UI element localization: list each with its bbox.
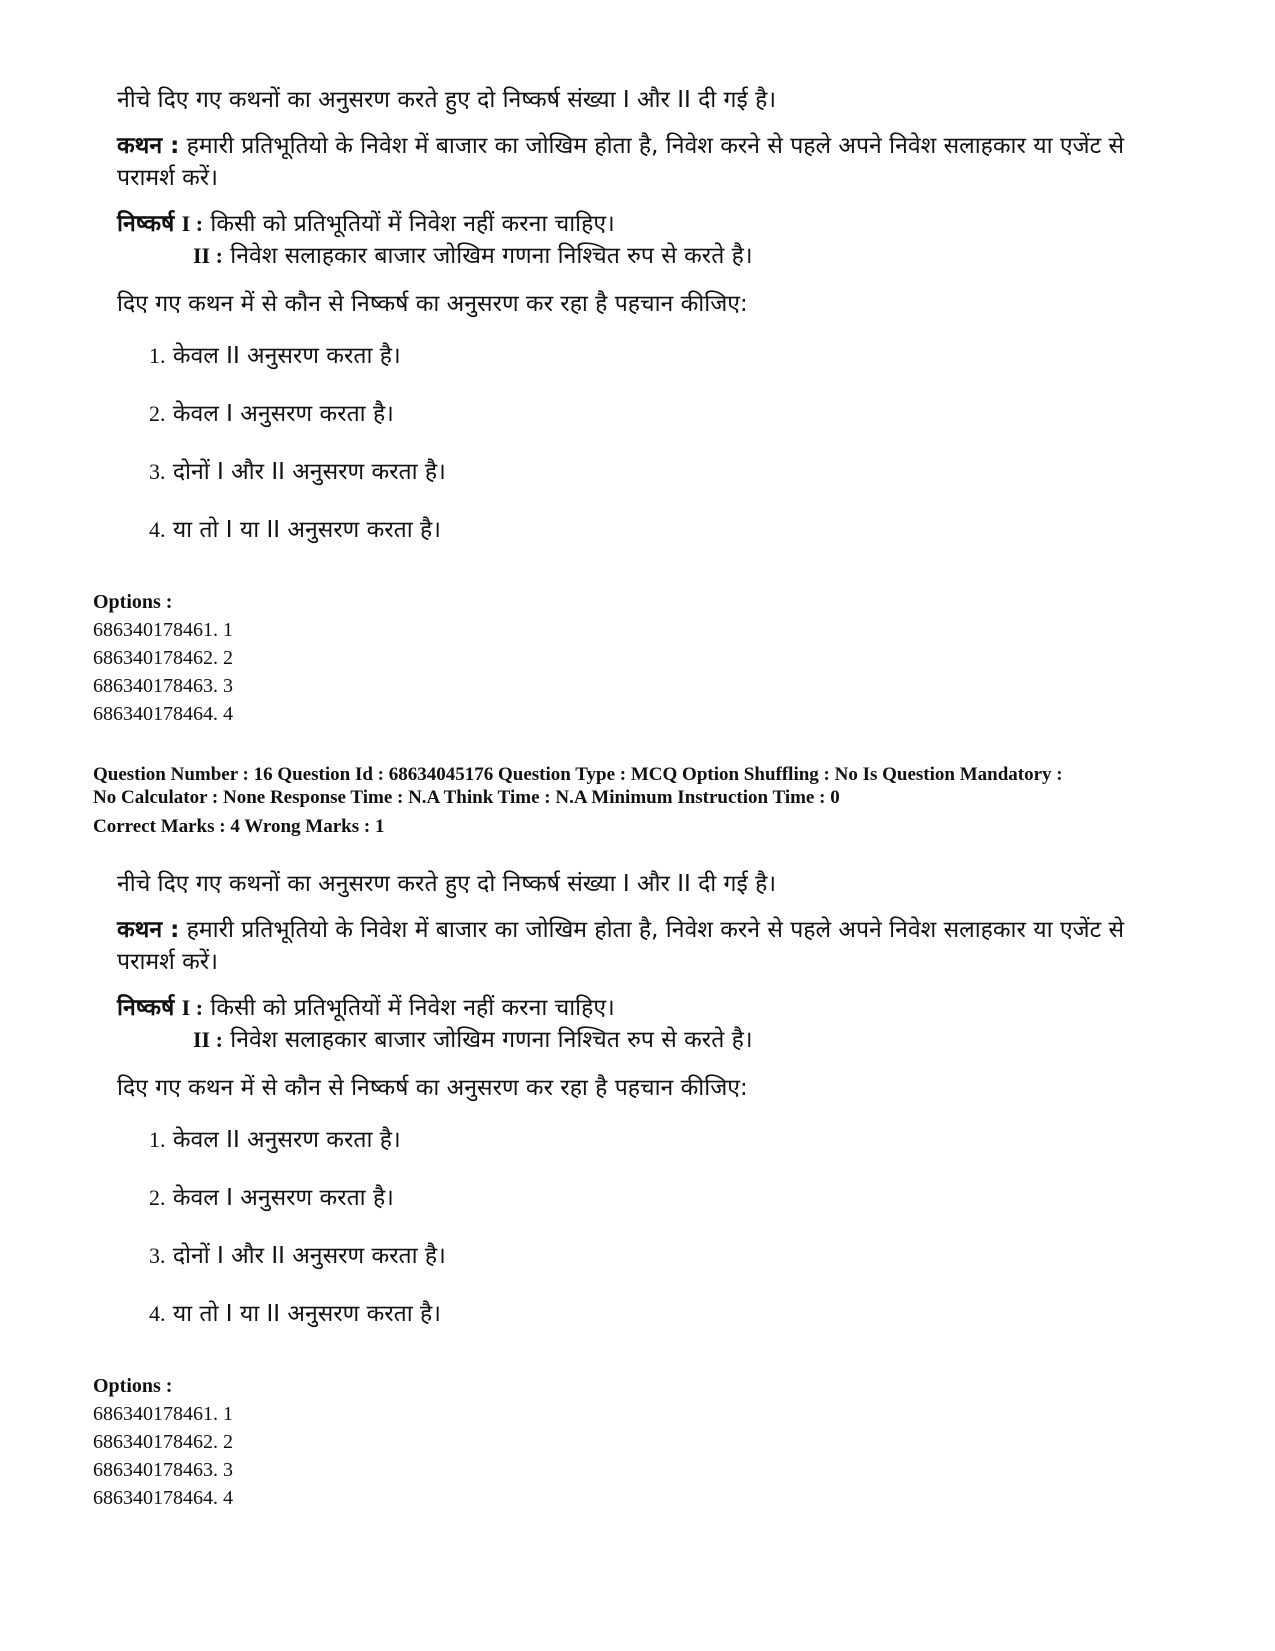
choice-number: 4. — [149, 517, 166, 542]
choice-number: 1. — [149, 343, 166, 368]
choice-item — [149, 1124, 1177, 1182]
conclusion-1 — [117, 992, 1177, 1024]
conclusion-1-text: किसी को प्रतिभूतियों में निवेश नहीं करना चाहिए। — [210, 995, 615, 1021]
choice-text: केवल I अनुसरण करता है। — [172, 401, 394, 427]
option-id: 686340178464. 4 — [93, 703, 233, 725]
conclusions — [117, 208, 1177, 272]
option-id: 686340178461. 1 — [93, 1403, 233, 1425]
choice-number: 2. — [149, 401, 166, 426]
conclusions — [117, 992, 1177, 1056]
conclusion-2-text: निवेश सलाहकार बाजार जोखिम गणना निश्चित रुप से करते है। — [230, 1027, 753, 1053]
option-id: 686340178463. 3 — [93, 675, 233, 697]
choice-text: दोनों I और II अनुसरण करता है। — [172, 459, 446, 485]
conclusion-label: निष्कर्ष — [117, 211, 175, 237]
question-ask: दिए गए कथन में से कौन से निष्कर्ष का अनुसरण कर रहा है पहचान कीजिए: — [117, 291, 748, 317]
statement-text: हमारी प्रतिभूतियो के निवेश में बाजार का जोखिम होता है, निवेश करने से पहले अपने निवेश सलाहकार या एजेंट से परामर्श करें। — [117, 133, 1125, 191]
choice-list — [117, 340, 1177, 572]
choice-text: या तो I या II अनुसरण करता है। — [172, 1301, 441, 1327]
conclusion-1-number: I : — [181, 211, 204, 236]
choice-item — [149, 340, 1177, 398]
choice-number: 3. — [149, 459, 166, 484]
conclusion-2-number: II : — [193, 1027, 223, 1052]
choice-number: 3. — [149, 1243, 166, 1268]
statement — [117, 130, 1177, 194]
statement-label: कथन : — [117, 133, 180, 159]
choice-list — [117, 1124, 1177, 1356]
options-title: Options : — [93, 591, 173, 613]
option-id: 686340178462. 2 — [93, 1431, 233, 1453]
choice-item — [149, 1182, 1177, 1240]
choice-text: या तो I या II अनुसरण करता है। — [172, 517, 441, 543]
choice-text: केवल I अनुसरण करता है। — [172, 1185, 394, 1211]
meta-line-2: No Calculator : None Response Time : N.A Think Time : N.A Minimum Instruction Time : 0 — [93, 787, 840, 808]
options-title: Options : — [93, 1375, 173, 1397]
question-intro: नीचे दिए गए कथनों का अनुसरण करते हुए दो निष्कर्ष संख्या I और II दी गई है। — [117, 87, 777, 113]
conclusion-2-number: II : — [193, 243, 223, 268]
choice-text: केवल II अनुसरण करता है। — [172, 343, 401, 369]
option-id: 686340178462. 2 — [93, 647, 233, 669]
conclusion-label: निष्कर्ष — [117, 995, 175, 1021]
choice-number: 1. — [149, 1127, 166, 1152]
choice-item — [149, 1298, 1177, 1356]
question-body-b — [117, 868, 1177, 1356]
option-id: 686340178461. 1 — [93, 619, 233, 641]
choice-item — [149, 456, 1177, 514]
statement-label: कथन : — [117, 917, 180, 943]
conclusion-1-number: I : — [181, 995, 204, 1020]
statement — [117, 914, 1177, 978]
choice-item — [149, 398, 1177, 456]
option-id: 686340178464. 4 — [93, 1487, 233, 1509]
conclusion-2 — [117, 1024, 1177, 1056]
question-ask: दिए गए कथन में से कौन से निष्कर्ष का अनुसरण कर रहा है पहचान कीजिए: — [117, 1075, 748, 1101]
choice-text: दोनों I और II अनुसरण करता है। — [172, 1243, 446, 1269]
conclusion-1 — [117, 208, 1177, 240]
question-meta — [93, 763, 1213, 838]
conclusion-2-text: निवेश सलाहकार बाजार जोखिम गणना निश्चित रुप से करते है। — [230, 243, 753, 269]
question-body-a — [117, 84, 1177, 572]
options-list-a — [93, 588, 1193, 728]
statement-text: हमारी प्रतिभूतियो के निवेश में बाजार का जोखिम होता है, निवेश करने से पहले अपने निवेश सलाहकार या एजेंट से परामर्श करें। — [117, 917, 1125, 975]
conclusion-2 — [117, 240, 1177, 272]
choice-text: केवल II अनुसरण करता है। — [172, 1127, 401, 1153]
marks-line: Correct Marks : 4 Wrong Marks : 1 — [93, 816, 385, 837]
choice-item — [149, 1240, 1177, 1298]
choice-item — [149, 514, 1177, 572]
choice-number: 2. — [149, 1185, 166, 1210]
choice-number: 4. — [149, 1301, 166, 1326]
conclusion-1-text: किसी को प्रतिभूतियों में निवेश नहीं करना चाहिए। — [210, 211, 615, 237]
option-id: 686340178463. 3 — [93, 1459, 233, 1481]
meta-line-1: Question Number : 16 Question Id : 68634045176 Question Type : MCQ Option Shuffling : No Is Question Mandatory : — [93, 764, 1063, 785]
question-intro: नीचे दिए गए कथनों का अनुसरण करते हुए दो निष्कर्ष संख्या I और II दी गई है। — [117, 871, 777, 897]
options-list-b — [93, 1372, 1193, 1512]
